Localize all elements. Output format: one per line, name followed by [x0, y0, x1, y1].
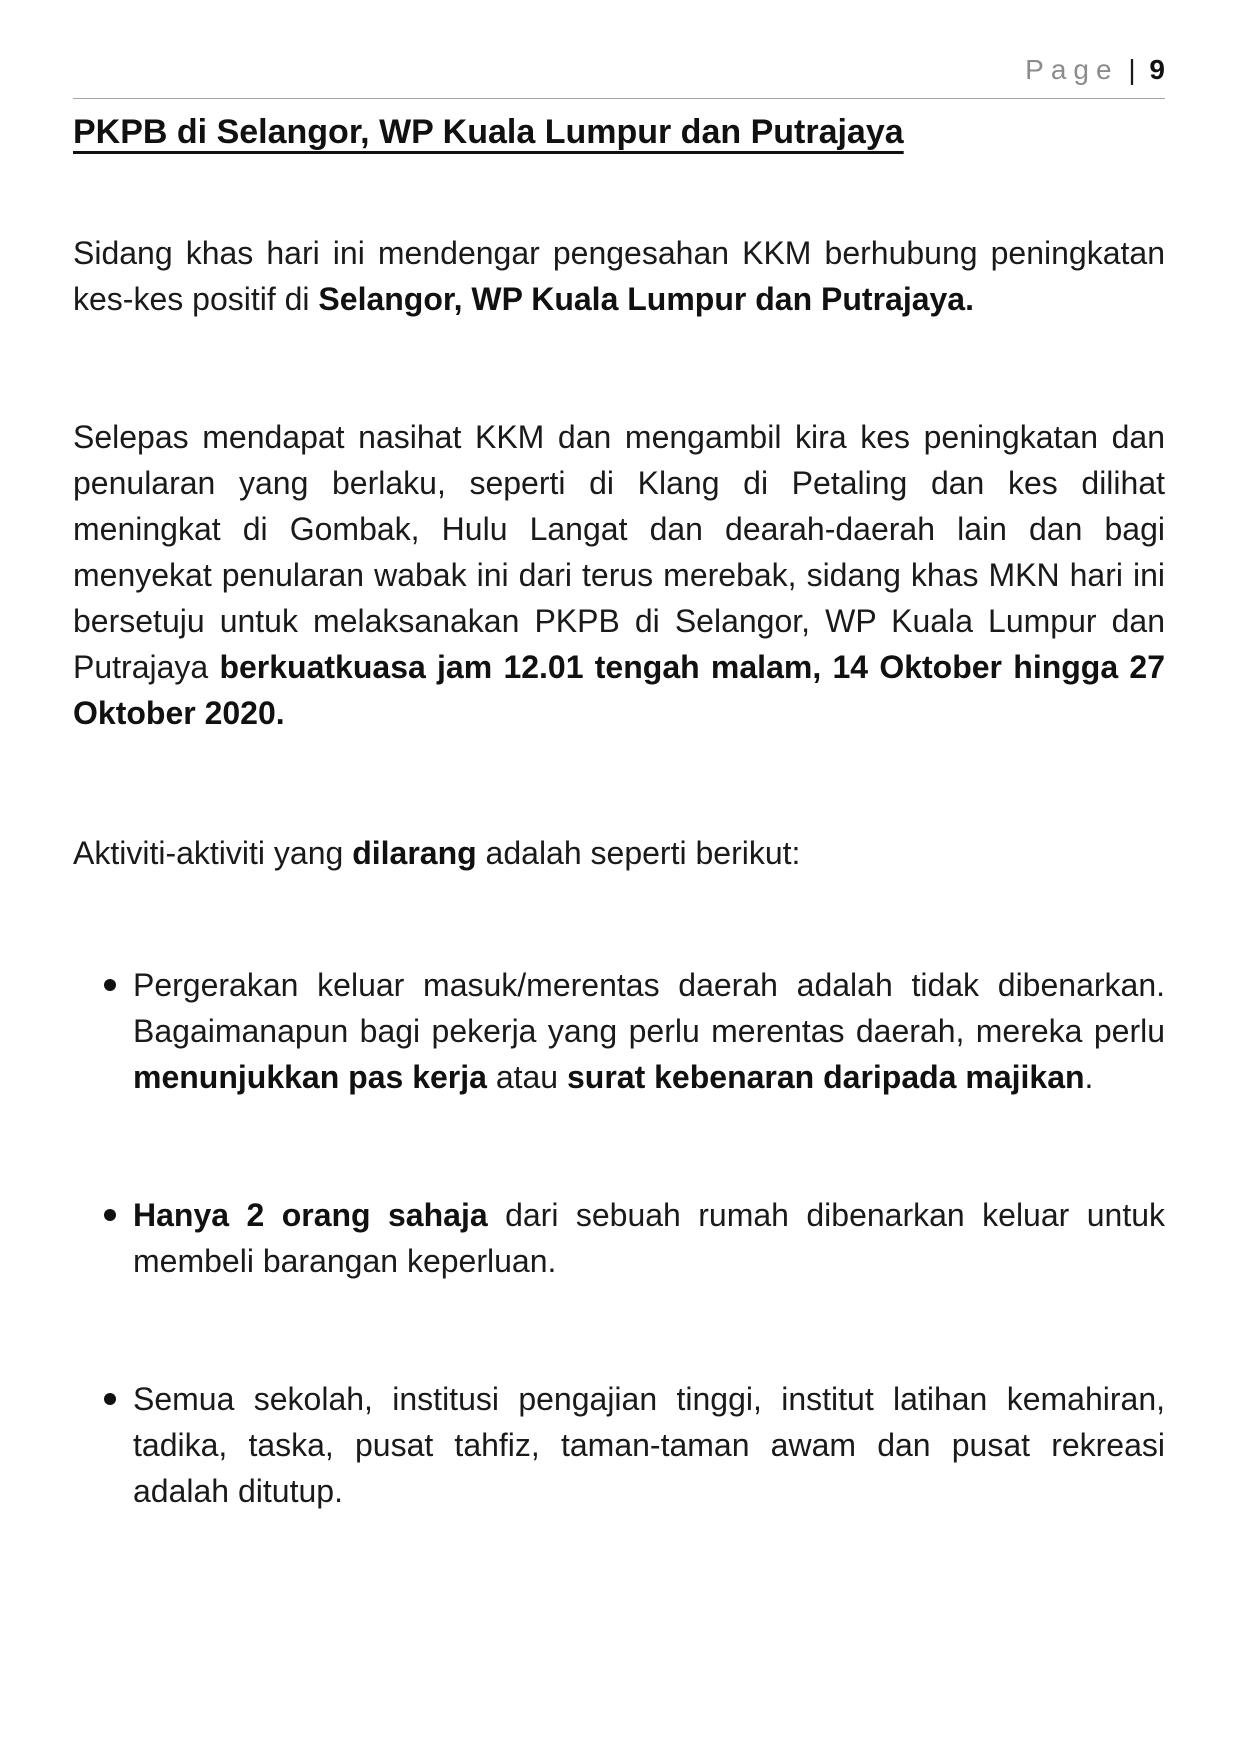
bullet-icon — [104, 979, 116, 991]
page-header — [73, 0, 1165, 99]
prohibited-activities-list — [73, 962, 1165, 1514]
page-title-text: PKPB di Selangor, WP Kuala Lumpur dan Putrajaya — [73, 113, 904, 151]
list-item-text: Pergerakan keluar masuk/merentas daerah adalah tidak dibenarkan. Bagaimanapun bagi pekerja yang perlu merentas daerah, mereka perlu menunjukkan pas kerja atau surat kebenaran daripada majikan. — [133, 967, 1165, 1095]
list-item-schools-closed — [73, 1376, 1165, 1514]
list-item-movement — [73, 962, 1165, 1100]
paragraph-confirmation: Sidang khas hari ini mendengar pengesahan KKM berhubung peningkatan kes-kes positif di Selangor, WP Kuala Lumpur dan Putrajaya. — [73, 235, 1165, 317]
page-title — [73, 108, 1165, 156]
page-number: 9 — [1149, 54, 1165, 85]
page-header-separator: | — [1128, 54, 1136, 85]
list-item-two-persons — [73, 1192, 1165, 1284]
page-header-label: Page — [1025, 54, 1119, 85]
bullet-icon — [104, 1209, 116, 1221]
paragraph-decision: Selepas mendapat nasihat KKM dan mengambil kira kes peningkatan dan penularan yang berlaku, seperti di Klang di Petaling dan kes dilihat meningkat di Gombak, Hulu Langat dan dearah-daerah lain dan bagi menyekat penularan wabak ini dari terus merebak, sidang khas MKN hari ini bersetuju untuk melaksanakan PKPB di Selangor, WP Kuala Lumpur dan Putrajaya berkuatkuasa jam 12.01 tengah malam, 14 Oktober hingga 27 Oktober 2020. — [73, 419, 1166, 731]
bullet-icon — [104, 1393, 116, 1405]
list-item-text: Hanya 2 orang sahaja dari sebuah rumah dibenarkan keluar untuk membeli barangan keperluan. — [133, 1197, 1166, 1279]
paragraph-prohibited-intro: Aktiviti-aktiviti yang dilarang adalah seperti berikut: — [73, 835, 801, 871]
list-item-text: Semua sekolah, institusi pengajian tinggi, institut latihan kemahiran, tadika, taska, pusat tahfiz, taman-taman awam dan pusat rekreasi adalah ditutup. — [133, 1381, 1165, 1509]
